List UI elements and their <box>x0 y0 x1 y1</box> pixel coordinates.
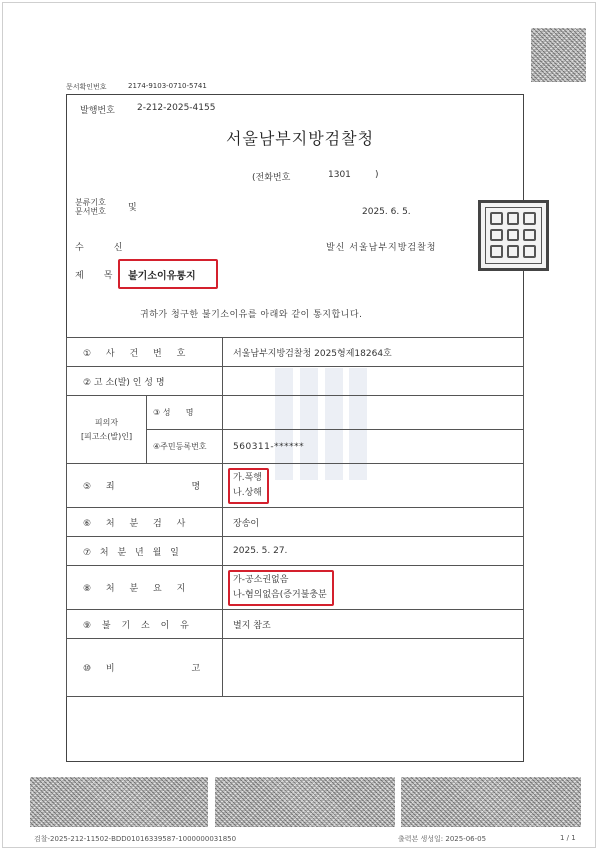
recipient-label: 수신 <box>75 243 153 253</box>
table-row-crime <box>67 464 524 508</box>
barcode-noise-2 <box>215 777 395 827</box>
qr-noise-top <box>531 28 586 82</box>
disposal-date-value: 2025. 5. 27. <box>223 537 524 566</box>
seal-glyphs <box>488 210 538 260</box>
table-row-prosecutor <box>67 508 524 537</box>
name-value <box>223 396 524 430</box>
non-indict-value: 별지 참조 <box>223 610 524 639</box>
prosecutor-label: ⑥ 처 분 검 사 <box>67 508 223 537</box>
note-label: ⑩ 비 고 <box>67 639 223 697</box>
crime-item-1: 가.폭행 <box>233 472 262 483</box>
crime-highlight <box>228 468 269 504</box>
footer-document-id: 검찰-2025-212-11502-BDD01016339587-1000000031850 <box>34 835 237 843</box>
table-row-note <box>67 639 524 697</box>
complainant-label: ② 고 소(발) 인 성 명 <box>67 367 223 396</box>
case-label: ① 사 건 번 호 <box>67 338 223 367</box>
table-row-non-indict <box>67 610 524 639</box>
subject: 불기소이유통지 <box>128 271 196 282</box>
document-date: 2025. 6. 5. <box>362 207 411 217</box>
issue-label: 발행번호 <box>80 106 115 116</box>
disposal-reason-label: ⑧ 처 분 요 지 <box>67 566 223 610</box>
sender: 발신 서울남부지방검찰청 <box>326 243 437 253</box>
table-row-case <box>67 338 524 367</box>
official-seal <box>478 200 549 271</box>
subject-label: 제목 <box>75 271 133 281</box>
office-title: 서울남부지방검찰청 <box>225 129 375 148</box>
name-label: ③ 성 명 <box>147 396 223 430</box>
footer-print-date: 출력본 생성일: 2025-06-05 <box>398 835 487 843</box>
barcode-noise-1 <box>30 777 208 827</box>
disposal-date-label: ⑦ 처 분 년 월 일 <box>67 537 223 566</box>
crime-item-2: 나.상해 <box>233 487 262 498</box>
phone-label: (전화번호 <box>252 173 291 183</box>
confirm-label: 문서확인번호 <box>66 83 107 91</box>
classification-and: 및 <box>128 203 137 213</box>
footer-page-count: 1 / 1 <box>560 834 576 842</box>
suspect-label: 피의자 [피고소(발)인] <box>67 396 147 464</box>
case-value: 서울남부지방검찰청 2025형제18264호 <box>223 338 524 367</box>
note-value <box>223 639 524 697</box>
disposal-reason-item-1: 가-공소권없음 <box>233 574 289 585</box>
confirm-number: 2174-9103-0710-5741 <box>128 82 207 90</box>
table-row-complainant <box>67 367 524 396</box>
crime-value <box>223 464 524 508</box>
complainant-value <box>223 367 524 396</box>
phone-close: ) <box>375 170 379 180</box>
notice-table <box>66 337 524 697</box>
crime-label: ⑤ 죄 명 <box>67 464 223 508</box>
id-value: 560311-****** <box>223 430 524 464</box>
disposal-reason-value <box>223 566 524 610</box>
table-row-name <box>67 396 524 430</box>
prosecutor-value: 장송이 <box>223 508 524 537</box>
disposal-reason-highlight <box>228 570 334 606</box>
barcode-noise-3 <box>401 777 581 827</box>
issue-number: 2-212-2025-4155 <box>137 103 216 113</box>
table-row-disposal-reason <box>67 566 524 610</box>
non-indict-label: ⑨ 불 기 소 이 유 <box>67 610 223 639</box>
classification-label: 분류기호 문서번호 <box>75 198 106 216</box>
disposal-reason-item-2: 나-혐의없음(증거불충분 <box>233 589 327 600</box>
id-label: ④주민등록번호 <box>147 430 223 464</box>
intro-text: 귀하가 청구한 불기소이유를 아래와 같이 통지합니다. <box>140 310 363 320</box>
table-row-disposal-date <box>67 537 524 566</box>
phone-number: 1301 <box>328 170 351 180</box>
